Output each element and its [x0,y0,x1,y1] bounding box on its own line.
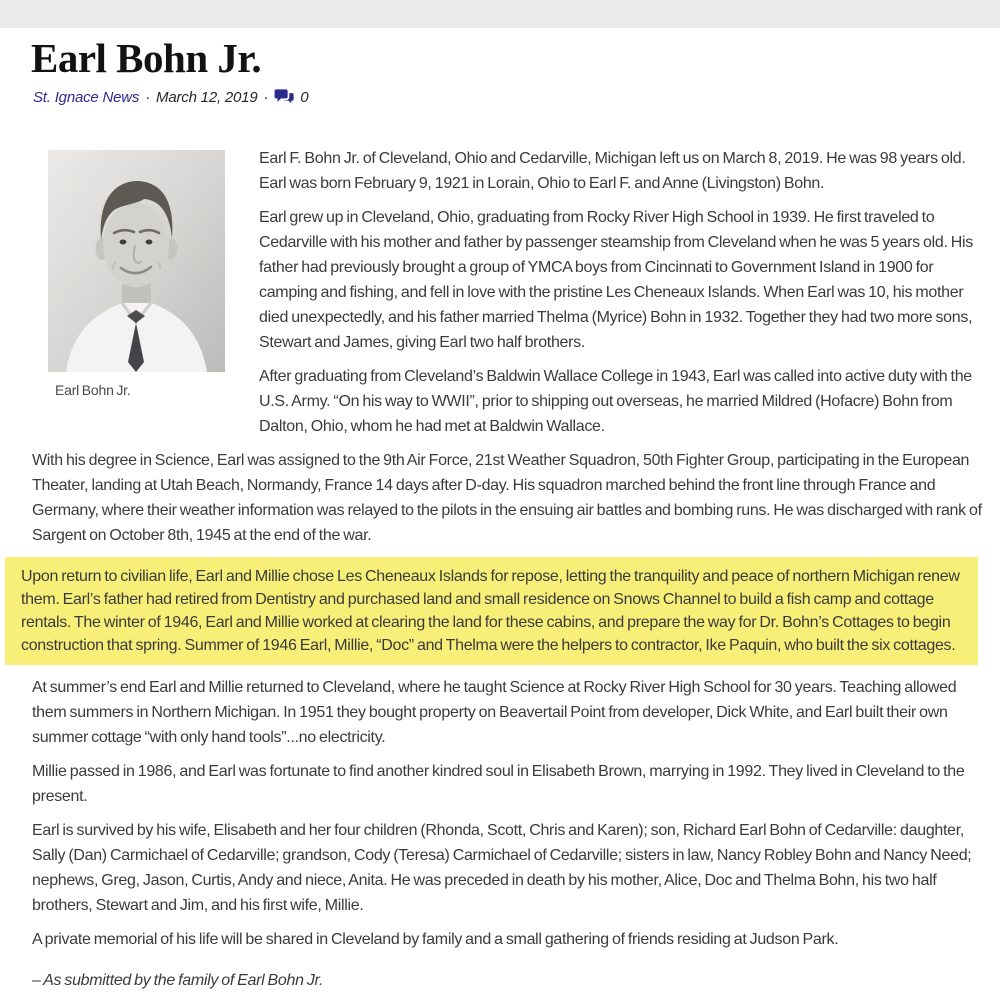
source-link[interactable]: St. Ignace News [33,89,140,107]
portrait-figure [48,150,225,399]
page-title: Earl Bohn Jr. [31,35,262,81]
paragraph-6: At summer’s end Earl and Millie returned to Cleveland, where he taught Science at Rocky River High School for 30 years. Teaching allowed them summers in Northern Michigan. In 1951 they bought property on Beavertail Point from developer, Dick White, and Earl built their own summer cottage “with only hand tools”...no electricity. [32,679,957,747]
closing-credit: – As submitted by the family of Earl Bohn Jr. [32,972,324,990]
byline [33,89,1000,106]
portrait-photo [48,150,225,372]
byline-separator: · [263,89,269,107]
paragraph-3: After graduating from Cleveland’s Baldwin Wallace College in 1943, Earl was called into active duty with the U.S. Army. “On his way to WWII”, prior to shipping out overseas, he married Mildred (Hofacre) Bohn from Dalton, Ohio, whom he had met at Baldwin Wallace. [259,368,972,436]
top-bar [0,0,1000,28]
paragraph-8: Earl is survived by his wife, Elisabeth and her four children (Rhonda, Scott, Chris and Karen); son, Richard Earl Bohn of Cedarville: daughter, Sally (Dan) Carmichael of Cedarville; grandson, Cody (Teresa) Carmichael of Cedarville; sisters in law, Nancy Robley Bohn and Nancy Need; nephews, Greg, Jason, Curtis, Andy and niece, Anita. He was preceded in death by his mother, Alice, Doc and Thelma Bohn, his two half brothers, Stewart and Jim, and his first wife, Millie. [32,822,972,915]
byline-separator: · [145,89,151,107]
paragraph-9: A private memorial of his life will be shared in Cleveland by family and a small gathering of friends residing at Judson Park. [32,931,839,949]
byline-date: March 12, 2019 [156,89,258,107]
paragraph-4: With his degree in Science, Earl was assigned to the 9th Air Force, 21st Weather Squadron, 50th Fighter Group, participating in the European Theater, landing at Utah Beach, Normandy, France 14 days after D-day. His squadron marched behind the front line through France and Germany, where their weather information was relayed to the pilots in the ensuing air battles and bombing runs. He was discharged with rank of Sargent on October 8th, 1945 at the end of the war. [32,452,982,545]
article-body [21,146,986,993]
paragraph-2: Earl grew up in Cleveland, Ohio, graduating from Rocky River High School in 1939. He first traveled to Cedarville with his mother and father by passenger steamship from Cleveland when he was 5 years old. His father had previously brought a group of YMCA boys from Cincinnati to Government Island in 1900 for camping and fishing, and fell in love with the pristine Les Cheneaux Islands. When Earl was 10, his mother died unexpectedly, and his father married Thelma (Myrice) Bohn in 1932. Together they had two more sons, Stewart and James, giving Earl two half brothers. [259,209,973,352]
photo-caption: Earl Bohn Jr. [55,382,131,399]
comments-link[interactable] [274,89,308,106]
speech-bubbles-icon [274,89,295,106]
highlighted-paragraph: Upon return to civilian life, Earl and Millie chose Les Cheneaux Islands for repose, letting the tranquility and peace of northern Michigan renew them. Earl’s father had retired from Dentistry and purchased land and small residence on Snows Channel to build a fish camp and cottage rentals. The winter of 1946, Earl and Millie worked at clearing the land for these cabins, and prepare the way for Dr. Bohn’s Cottages to begin construction that spring. Summer of 1946 Earl, Millie, “Doc” and Thelma were the helpers to contractor, Ike Paquin, who built the six cottages. [5,557,978,665]
comments-count: 0 [300,89,309,107]
paragraph-7: Millie passed in 1986, and Earl was fortunate to find another kindred soul in Elisabeth Brown, marrying in 1992. They lived in Cleveland to the present. [32,763,965,806]
paragraph-1: Earl F. Bohn Jr. of Cleveland, Ohio and Cedarville, Michigan left us on March 8, 2019. He was 98 years old. Earl was born February 9, 1921 in Lorain, Ohio to Earl F. and Anne (Livingston) Bohn. [259,150,966,193]
